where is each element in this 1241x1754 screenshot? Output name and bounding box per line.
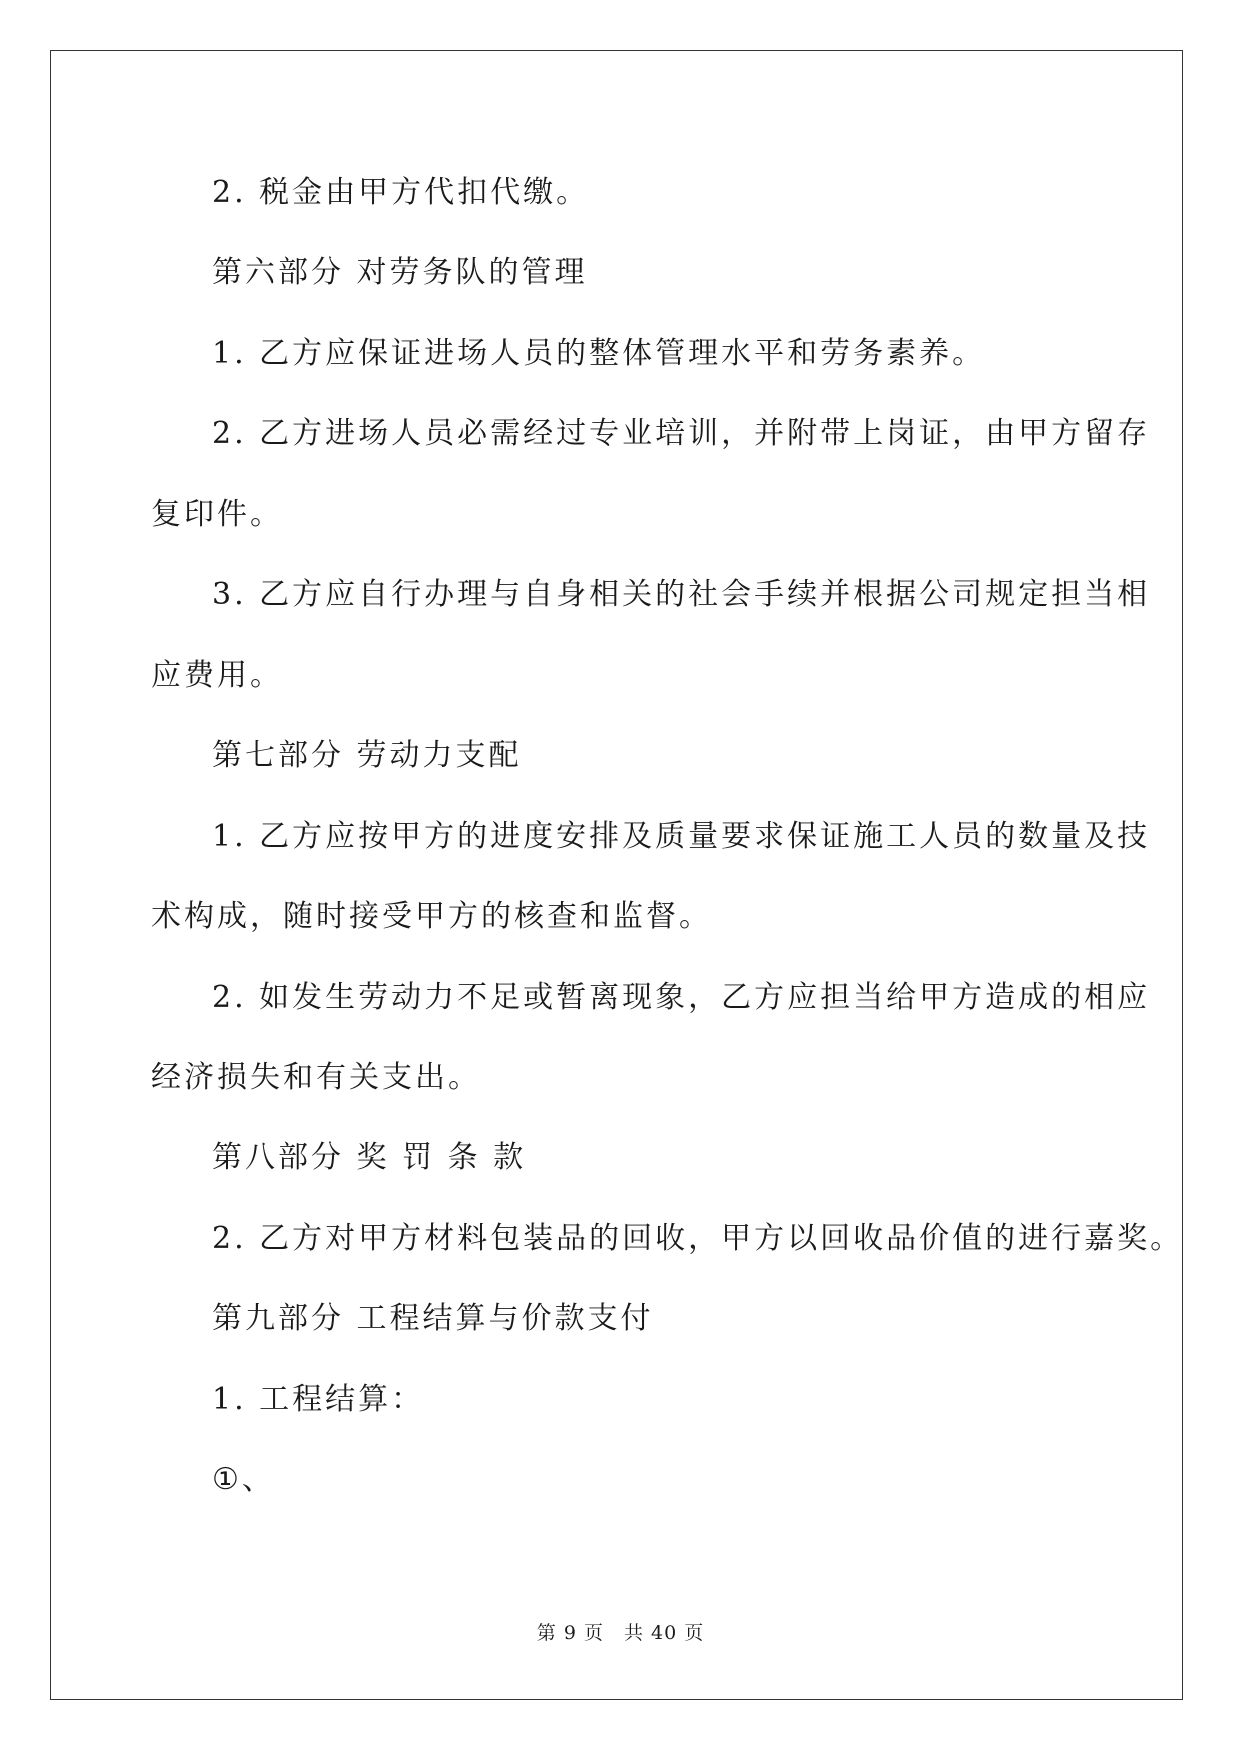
paragraph-line: 1. 乙方应按甲方的进度安排及质量要求保证施工人员的数量及技 <box>212 819 1151 854</box>
section-heading: 第七部分 劳动力支配 <box>212 738 522 773</box>
paragraph-line: 2. 乙方进场人员必需经过专业培训，并附带上岗证，由甲方留存 <box>212 416 1151 451</box>
page-border <box>50 50 1183 1700</box>
paragraph-line: 术构成，随时接受甲方的核查和监督。 <box>151 899 712 934</box>
paragraph-line: 2. 如发生劳动力不足或暂离现象，乙方应担当给甲方造成的相应 <box>212 980 1151 1015</box>
paragraph-line: 1. 乙方应保证进场人员的整体管理水平和劳务素养。 <box>212 336 986 371</box>
paragraph-line: 应费用。 <box>151 658 283 693</box>
paragraph-line: 1. 工程结算： <box>212 1382 425 1417</box>
section-heading: 第九部分 工程结算与价款支付 <box>212 1301 654 1336</box>
section-heading: 第八部分 奖 罚 条 款 <box>212 1140 527 1175</box>
paragraph-line: 2. 乙方对甲方材料包装品的回收，甲方以回收品价值的进行嘉奖。 <box>212 1221 1184 1256</box>
page-number-footer: 第 9 页 共 40 页 <box>536 1622 705 1644</box>
paragraph-line: 2. 税金由甲方代扣代缴。 <box>212 175 590 210</box>
paragraph-line: 3. 乙方应自行办理与自身相关的社会手续并根据公司规定担当相 <box>212 577 1151 612</box>
paragraph-line: 经济损失和有关支出。 <box>151 1060 481 1095</box>
paragraph-line: ①、 <box>212 1462 275 1497</box>
paragraph-line: 复印件。 <box>151 497 283 532</box>
section-heading: 第六部分 对劳务队的管理 <box>212 255 588 290</box>
